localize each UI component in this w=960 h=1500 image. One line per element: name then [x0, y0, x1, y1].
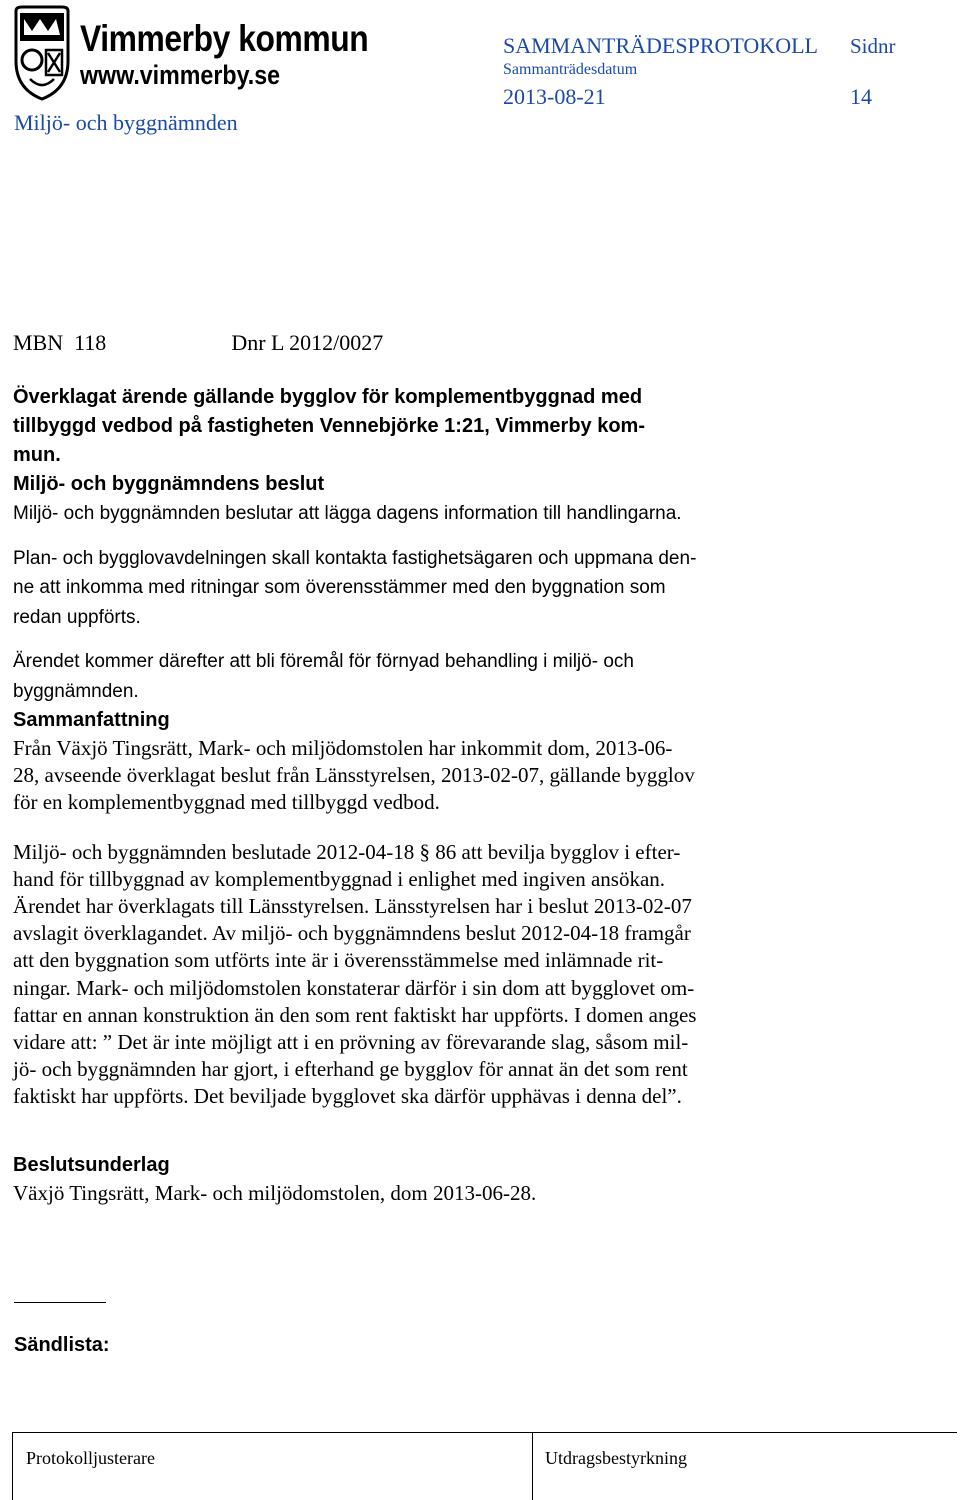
text-line: Plan- och bygglovavdelningen skall kontakta fastighetsägaren och uppmana den- [13, 547, 697, 569]
basis-text: Växjö Tingsrätt, Mark- och miljödomstolen, dom 2013-06-28. [13, 1180, 537, 1205]
decision-paragraph: Miljö- och byggnämnden beslutar att lägga dagens information till handlingarna. [13, 503, 682, 524]
footer-top-rule [12, 1432, 957, 1433]
text-line: hand för tillbyggnad av komplementbyggnad i enlighet med ingiven ansökan. [13, 866, 666, 891]
text-line: Ärendet kommer därefter att bli föremål för förnyad behandling i miljö- och [13, 651, 634, 672]
summary-heading: Sammanfattning [13, 709, 170, 731]
meeting-date: 2013-08-21 [503, 84, 606, 109]
text-line: jö- och byggnämnden har gjort, i efterhand ge bygglov för annat än det som rent [13, 1057, 688, 1082]
municipality-website: www.vimmerby.se [80, 60, 281, 90]
vimmerby-coat-of-arms-icon [10, 5, 74, 101]
municipality-name: Vimmerby kommun [80, 18, 369, 59]
item-title [13, 383, 758, 470]
meeting-date-label: Sammanträdesdatum [503, 61, 638, 78]
text-line: att den byggnation som utförts inte är i överensstämmelse med inlämnade rit- [13, 948, 664, 973]
diary-number: Dnr L 2012/0027 [231, 330, 384, 355]
decision-heading: Miljö- och byggnämndens beslut [13, 473, 325, 495]
summary-paragraph [13, 839, 758, 1111]
text-line: byggnämnden. [13, 680, 139, 702]
text-line: faktiskt har uppförts. Det beviljade bygglovet ska därför upphävas i denna del”. [13, 1084, 682, 1109]
item-title-line: Överklagat ärende gällande bygglov för komplementbyggnad med [13, 386, 643, 408]
protocol-body [13, 328, 758, 1207]
footer-divider [532, 1433, 533, 1500]
basis-heading: Beslutsunderlag [13, 1153, 170, 1176]
text-line: vidare att: ” Det är inte möjligt att i en prövning av förevarande slag, såsom mil- [13, 1030, 689, 1055]
text-line: Ärendet har överklagats till Länsstyrelsen. Länsstyrelsen har i beslut 2013-02-07 [13, 894, 692, 919]
footer-divider [12, 1433, 13, 1500]
text-line: avslagit överklagandet. Av miljö- och byggnämndens beslut 2012-04-18 framgår [13, 921, 691, 946]
item-title-line: tillbyggd vedbod på fastigheten Vennebjörke 1:21, Vimmerby kom- [13, 415, 646, 437]
text-line: ningar. Mark- och miljödomstolen konstaterar därför i sin dom att bygglovet om- [13, 975, 695, 1000]
committee-name: Miljö- och byggnämnden [14, 110, 238, 135]
text-line: fattar en annan konstruktion än den som rent faktiskt har uppförts. I domen anges [13, 1002, 697, 1027]
protocol-adjuster-label: Protokolljusterare [26, 1448, 155, 1468]
text-line: 28, avseende överklagat beslut från Länsstyrelsen, 2013-02-07, gällande bygglov [13, 763, 695, 788]
text-line: ne att inkomma med ritningar som överensstämmer med den byggnation som [13, 577, 666, 598]
text-line: redan uppförts. [13, 606, 141, 628]
item-title-line: mun. [13, 444, 61, 466]
page-number: 14 [850, 84, 872, 109]
item-number: MBN 118 [13, 330, 107, 355]
signature-rule [14, 1302, 106, 1303]
page-number-label: Sidnr [850, 34, 896, 58]
distribution-heading: Sändlista: [14, 1334, 110, 1356]
decision-paragraph [13, 544, 758, 633]
text-line: Miljö- och byggnämnden beslutade 2012-04-18 § 86 att bevilja bygglov i efter- [13, 839, 681, 864]
text-line: för en komplementbyggnad med tillbyggd vedbod. [13, 790, 440, 815]
text-line: Från Växjö Tingsrätt, Mark- och miljödomstolen har inkommit dom, 2013-06- [13, 736, 673, 760]
extract-certification-label: Utdragsbestyrkning [545, 1448, 687, 1468]
decision-paragraph [13, 647, 758, 706]
summary-paragraph [13, 735, 758, 817]
document-type: SAMMANTRÄDESPROTOKOLL [503, 33, 818, 58]
item-meta [13, 328, 758, 358]
